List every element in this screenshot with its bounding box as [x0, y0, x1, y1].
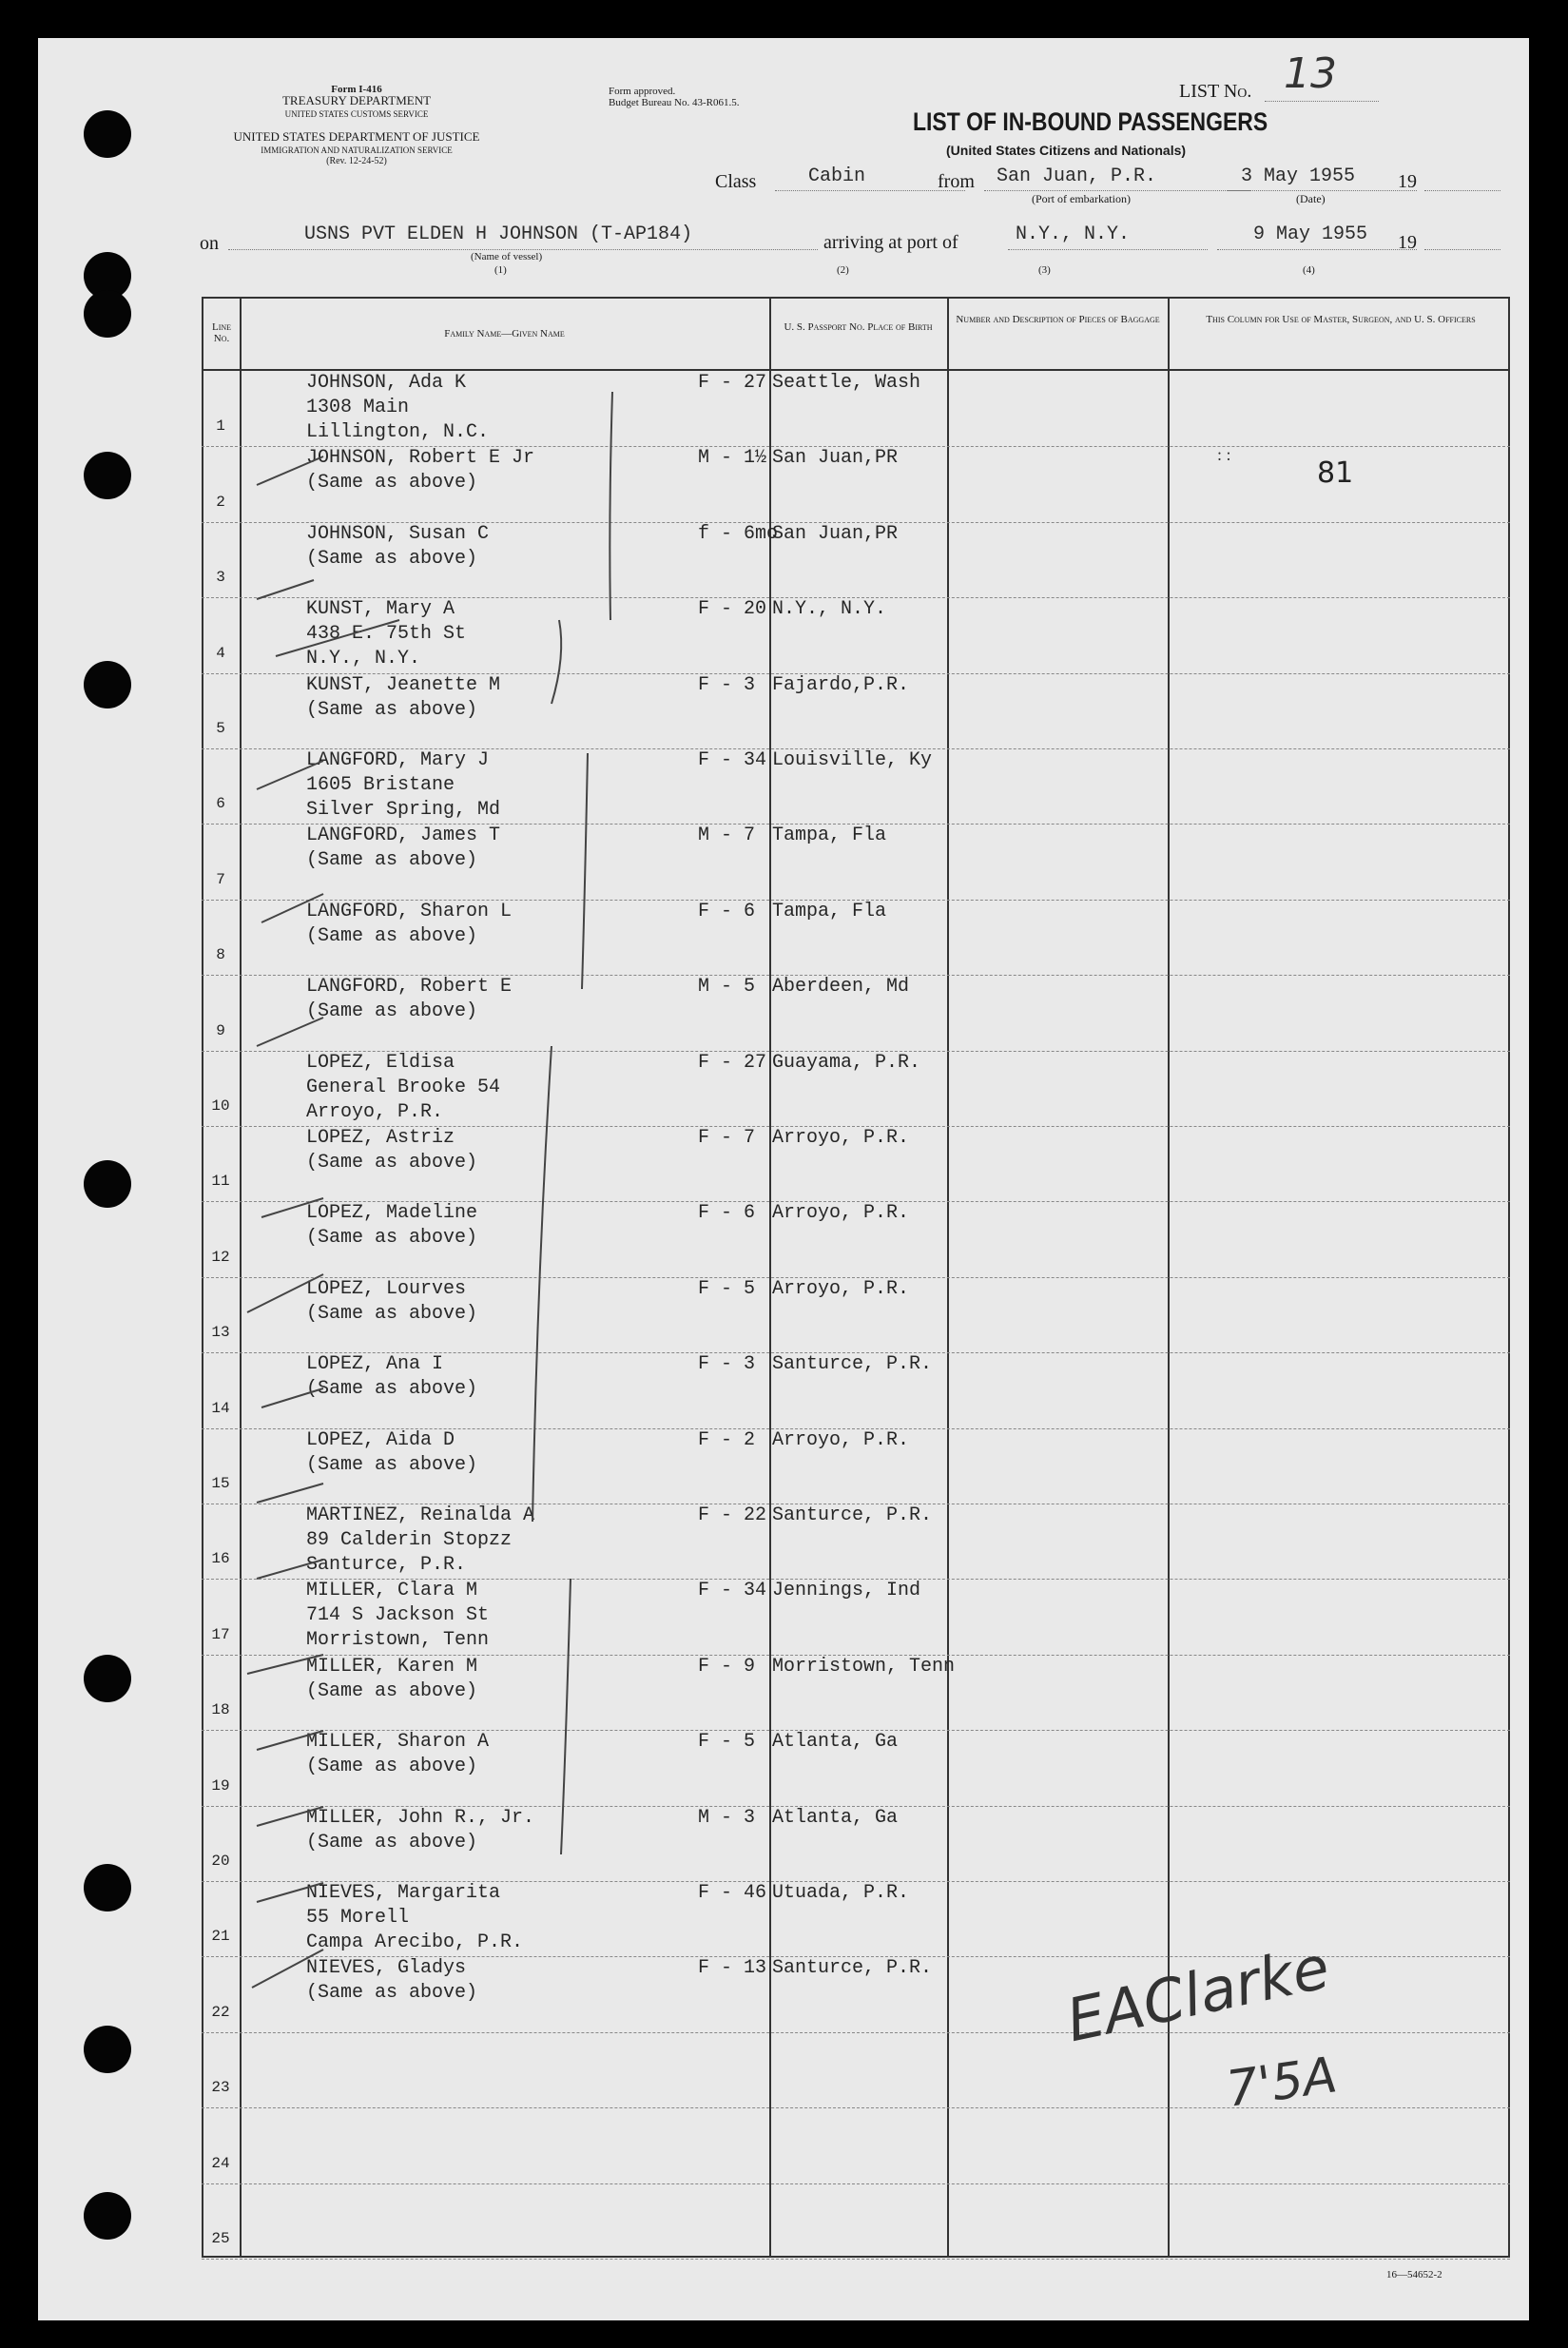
header-line-no: Line No.: [211, 321, 232, 344]
passenger-birthplace: San Juan,PR: [772, 522, 899, 545]
passenger-birthplace: Tampa, Fla: [772, 900, 887, 922]
passenger-name: MILLER, Karen M: [306, 1655, 478, 1678]
passenger-name: LOPEZ, Astriz: [306, 1127, 455, 1149]
date-col-number: (4): [1303, 264, 1315, 276]
passenger-name: LOPEZ, Ana I: [306, 1353, 444, 1376]
passenger-birthplace: Arroyo, P.R.: [772, 1202, 910, 1225]
passenger-birthplace: N.Y., N.Y.: [772, 598, 887, 621]
passenger-address-2: N.Y., N.Y.: [306, 648, 421, 670]
passenger-birthplace: Tampa, Fla: [772, 825, 887, 847]
passenger-name: LOPEZ, Madeline: [306, 1202, 478, 1225]
passenger-address-2: Arroyo, P.R.: [306, 1100, 444, 1123]
line-number: 2: [216, 493, 225, 511]
line-number: 1: [216, 417, 225, 436]
passenger-sex-age: F - 46: [698, 1882, 767, 1904]
passenger-name: NIEVES, Gladys: [306, 1957, 467, 1980]
line-number: 10: [211, 1096, 230, 1115]
from-value: San Juan, P.R.: [997, 165, 1157, 187]
passenger-birthplace: Utuada, P.R.: [772, 1882, 910, 1904]
passenger-address-1: (Same as above): [306, 472, 478, 495]
arrival-col-number: (3): [1038, 264, 1051, 276]
passenger-sex-age: F - 20: [698, 598, 767, 621]
line-number: 25: [211, 2229, 230, 2247]
passenger-address-2: Morristown, Tenn: [306, 1629, 490, 1652]
passenger-sex-age: F - 5: [698, 1731, 756, 1754]
officer-mark: : :: [1217, 445, 1231, 464]
form-number: Form I-416: [331, 84, 382, 95]
passenger-birthplace: San Juan,PR: [772, 447, 899, 470]
passenger-address-1: (Same as above): [306, 924, 478, 947]
passenger-birthplace: Atlanta, Ga: [772, 1806, 899, 1829]
line-number: 24: [211, 2154, 230, 2172]
passenger-name: KUNST, Mary A: [306, 598, 455, 621]
passenger-address-1: 438 E. 75th St: [306, 623, 467, 646]
passenger-name: LOPEZ, Eldisa: [306, 1051, 455, 1074]
passenger-address-1: (Same as above): [306, 1302, 478, 1325]
passenger-sex-age: F - 3: [698, 1353, 756, 1376]
passenger-sex-age: M - 5: [698, 976, 756, 999]
line-number: 9: [216, 1021, 225, 1039]
passenger-sex-age: F - 6: [698, 1202, 756, 1225]
passenger-address-1: (Same as above): [306, 1000, 478, 1023]
date-caption: (Date): [1296, 192, 1326, 205]
passenger-sex-age: F - 5: [698, 1277, 756, 1300]
line-number: 4: [216, 644, 225, 662]
departure-date: 3 May 1955: [1241, 165, 1356, 187]
passenger-birthplace: Jennings, Ind: [772, 1580, 921, 1602]
line-number: 14: [211, 1399, 230, 1417]
passenger-sex-age: F - 27: [698, 1051, 767, 1074]
passenger-sex-age: F - 34: [698, 1580, 767, 1602]
passenger-address-1: 714 S Jackson St: [306, 1604, 490, 1627]
passenger-name: JOHNSON, Susan C: [306, 522, 490, 545]
passenger-birthplace: Santurce, P.R.: [772, 1353, 933, 1376]
passenger-sex-age: f - 6mo: [698, 522, 779, 545]
immigration-service: IMMIGRATION AND NATURALIZATION SERVICE: [261, 146, 453, 155]
passenger-sex-age: F - 9: [698, 1655, 756, 1678]
passenger-birthplace: Arroyo, P.R.: [772, 1428, 910, 1451]
passenger-name: LANGFORD, Robert E: [306, 976, 513, 999]
passenger-birthplace: Fajardo,P.R.: [772, 673, 910, 696]
line-number: 22: [211, 2003, 230, 2021]
line-number: 18: [211, 1701, 230, 1719]
passenger-address-1: General Brooke 54: [306, 1076, 501, 1098]
passenger-name: NIEVES, Margarita: [306, 1882, 501, 1904]
from-label: from: [938, 171, 975, 192]
officer-number: 81: [1317, 456, 1354, 490]
passenger-name: KUNST, Jeanette M: [306, 673, 501, 696]
passenger-sex-age: F - 22: [698, 1504, 767, 1526]
passenger-birthplace: Morristown, Tenn: [772, 1655, 956, 1678]
passenger-name: LANGFORD, Sharon L: [306, 900, 513, 922]
passenger-name: LANGFORD, Mary J: [306, 749, 490, 771]
passenger-sex-age: F - 2: [698, 1428, 756, 1451]
list-number-value: 13: [1284, 49, 1337, 98]
line-number: 16: [211, 1550, 230, 1568]
line-number: 23: [211, 2079, 230, 2097]
budget-bureau: Budget Bureau No. 43-R061.5.: [609, 97, 740, 108]
embarkation-caption: (Port of embarkation): [1032, 192, 1131, 205]
class-value: Cabin: [808, 165, 866, 187]
inspector-code: 7'5A: [1223, 2047, 1341, 2119]
passenger-name: LOPEZ, Aida D: [306, 1428, 455, 1451]
year-prefix-1: 19: [1398, 171, 1417, 192]
passenger-birthplace: Atlanta, Ga: [772, 1731, 899, 1754]
passenger-address-1: (Same as above): [306, 1227, 478, 1250]
passenger-name: JOHNSON, Ada K: [306, 372, 467, 394]
passenger-address-1: 55 Morell: [306, 1907, 410, 1929]
line-number: 12: [211, 1248, 230, 1266]
line-number: 17: [211, 1625, 230, 1643]
passenger-name: LOPEZ, Lourves: [306, 1277, 467, 1300]
passenger-address-2: Campa Arecibo, P.R.: [306, 1931, 524, 1953]
passenger-address-1: (Same as above): [306, 1378, 478, 1401]
passenger-sex-age: F - 7: [698, 1127, 756, 1149]
year-prefix-2: 19: [1398, 232, 1417, 253]
passenger-name: MARTINEZ, Reinalda A: [306, 1504, 535, 1526]
passenger-address-2: Santurce, P.R.: [306, 1554, 467, 1576]
line-number: 21: [211, 1928, 230, 1946]
arriving-label: arriving at port of: [823, 232, 958, 253]
passenger-name: MILLER, John R., Jr.: [306, 1806, 535, 1829]
passenger-sex-age: F - 3: [698, 673, 756, 696]
line-number: 7: [216, 870, 225, 888]
passenger-birthplace: Aberdeen, Md: [772, 976, 910, 999]
passenger-sex-age: F - 27: [698, 372, 767, 394]
passenger-birthplace: Arroyo, P.R.: [772, 1127, 910, 1149]
class-label: Class: [715, 171, 757, 192]
passenger-address-1: (Same as above): [306, 547, 478, 570]
passenger-address-2: Silver Spring, Md: [306, 799, 501, 821]
passenger-address-1: (Same as above): [306, 1152, 478, 1174]
passenger-name: LANGFORD, James T: [306, 825, 501, 847]
passenger-sex-age: M - 3: [698, 1806, 756, 1829]
port-col-number: (2): [837, 264, 849, 276]
department-of-justice: UNITED STATES DEPARTMENT OF JUSTICE: [233, 129, 480, 144]
arrival-port: N.Y., N.Y.: [1016, 223, 1131, 245]
passenger-address-1: (Same as above): [306, 1831, 478, 1853]
passenger-birthplace: Louisville, Ky: [772, 749, 933, 771]
header-passport: U. S. Passport No. Place of Birth: [784, 321, 933, 333]
passenger-name: MILLER, Sharon A: [306, 1731, 490, 1754]
form-title: LIST OF IN-BOUND PASSENGERS: [913, 107, 1268, 136]
footer-code: 16—54652-2: [1386, 2269, 1442, 2280]
passenger-address-1: (Same as above): [306, 1982, 478, 2005]
line-number: 6: [216, 795, 225, 813]
form-approved: Form approved.: [609, 86, 676, 97]
passenger-address-1: (Same as above): [306, 1756, 478, 1778]
inspector-signature: EAClarke: [1060, 1931, 1336, 2056]
passenger-birthplace: Santurce, P.R.: [772, 1504, 933, 1526]
line-number: 20: [211, 1852, 230, 1870]
on-label: on: [200, 233, 219, 254]
line-number: 8: [216, 946, 225, 964]
passenger-name: JOHNSON, Robert E Jr: [306, 447, 535, 470]
passenger-birthplace: Seattle, Wash: [772, 372, 921, 394]
form-subtitle: (United States Citizens and Nationals): [946, 143, 1187, 158]
header-baggage: Number and Description of Pieces of Baggage: [956, 314, 1160, 325]
line-number: 19: [211, 1776, 230, 1795]
passenger-name: MILLER, Clara M: [306, 1580, 478, 1602]
passenger-birthplace: Arroyo, P.R.: [772, 1277, 910, 1300]
passenger-birthplace: Santurce, P.R.: [772, 1957, 933, 1980]
passenger-address-1: (Same as above): [306, 698, 478, 721]
line-number: 13: [211, 1324, 230, 1342]
passenger-address-1: (Same as above): [306, 1679, 478, 1702]
line-number: 15: [211, 1474, 230, 1492]
passenger-address-1: 1605 Bristane: [306, 774, 455, 796]
passenger-sex-age: M - 1½: [698, 447, 767, 470]
line-number: 3: [216, 569, 225, 587]
line-number: 11: [211, 1173, 230, 1191]
header-officers: This Column for Use of Master, Surgeon, and U. S. Officers: [1206, 314, 1476, 325]
passenger-birthplace: Guayama, P.R.: [772, 1051, 921, 1074]
header-name: Family Name—Given Name: [444, 328, 565, 340]
passenger-address-1: (Same as above): [306, 1453, 478, 1476]
document-page: [38, 38, 1529, 2320]
list-number-label: LIST No.: [1179, 81, 1252, 102]
vessel-caption: (Name of vessel): [471, 251, 543, 262]
revision-date: (Rev. 12-24-52): [326, 156, 387, 166]
arrival-date: 9 May 1955: [1253, 223, 1368, 245]
passenger-sex-age: F - 34: [698, 749, 767, 771]
line-number: 5: [216, 719, 225, 737]
vessel-col-number: (1): [494, 264, 507, 276]
passenger-address-2: Lillington, N.C.: [306, 421, 490, 443]
passenger-sex-age: F - 13: [698, 1957, 767, 1980]
treasury-department: TREASURY DEPARTMENT: [281, 93, 432, 107]
passenger-sex-age: M - 7: [698, 825, 756, 847]
passenger-address-1: 89 Calderin Stopzz: [306, 1529, 513, 1551]
passenger-address-1: (Same as above): [306, 849, 478, 872]
passenger-address-1: 1308 Main: [306, 397, 410, 418]
vessel-name: USNS PVT ELDEN H JOHNSON (T-AP184): [304, 223, 693, 245]
customs-service: UNITED STATES CUSTOMS SERVICE: [284, 109, 429, 119]
passenger-sex-age: F - 6: [698, 900, 756, 922]
